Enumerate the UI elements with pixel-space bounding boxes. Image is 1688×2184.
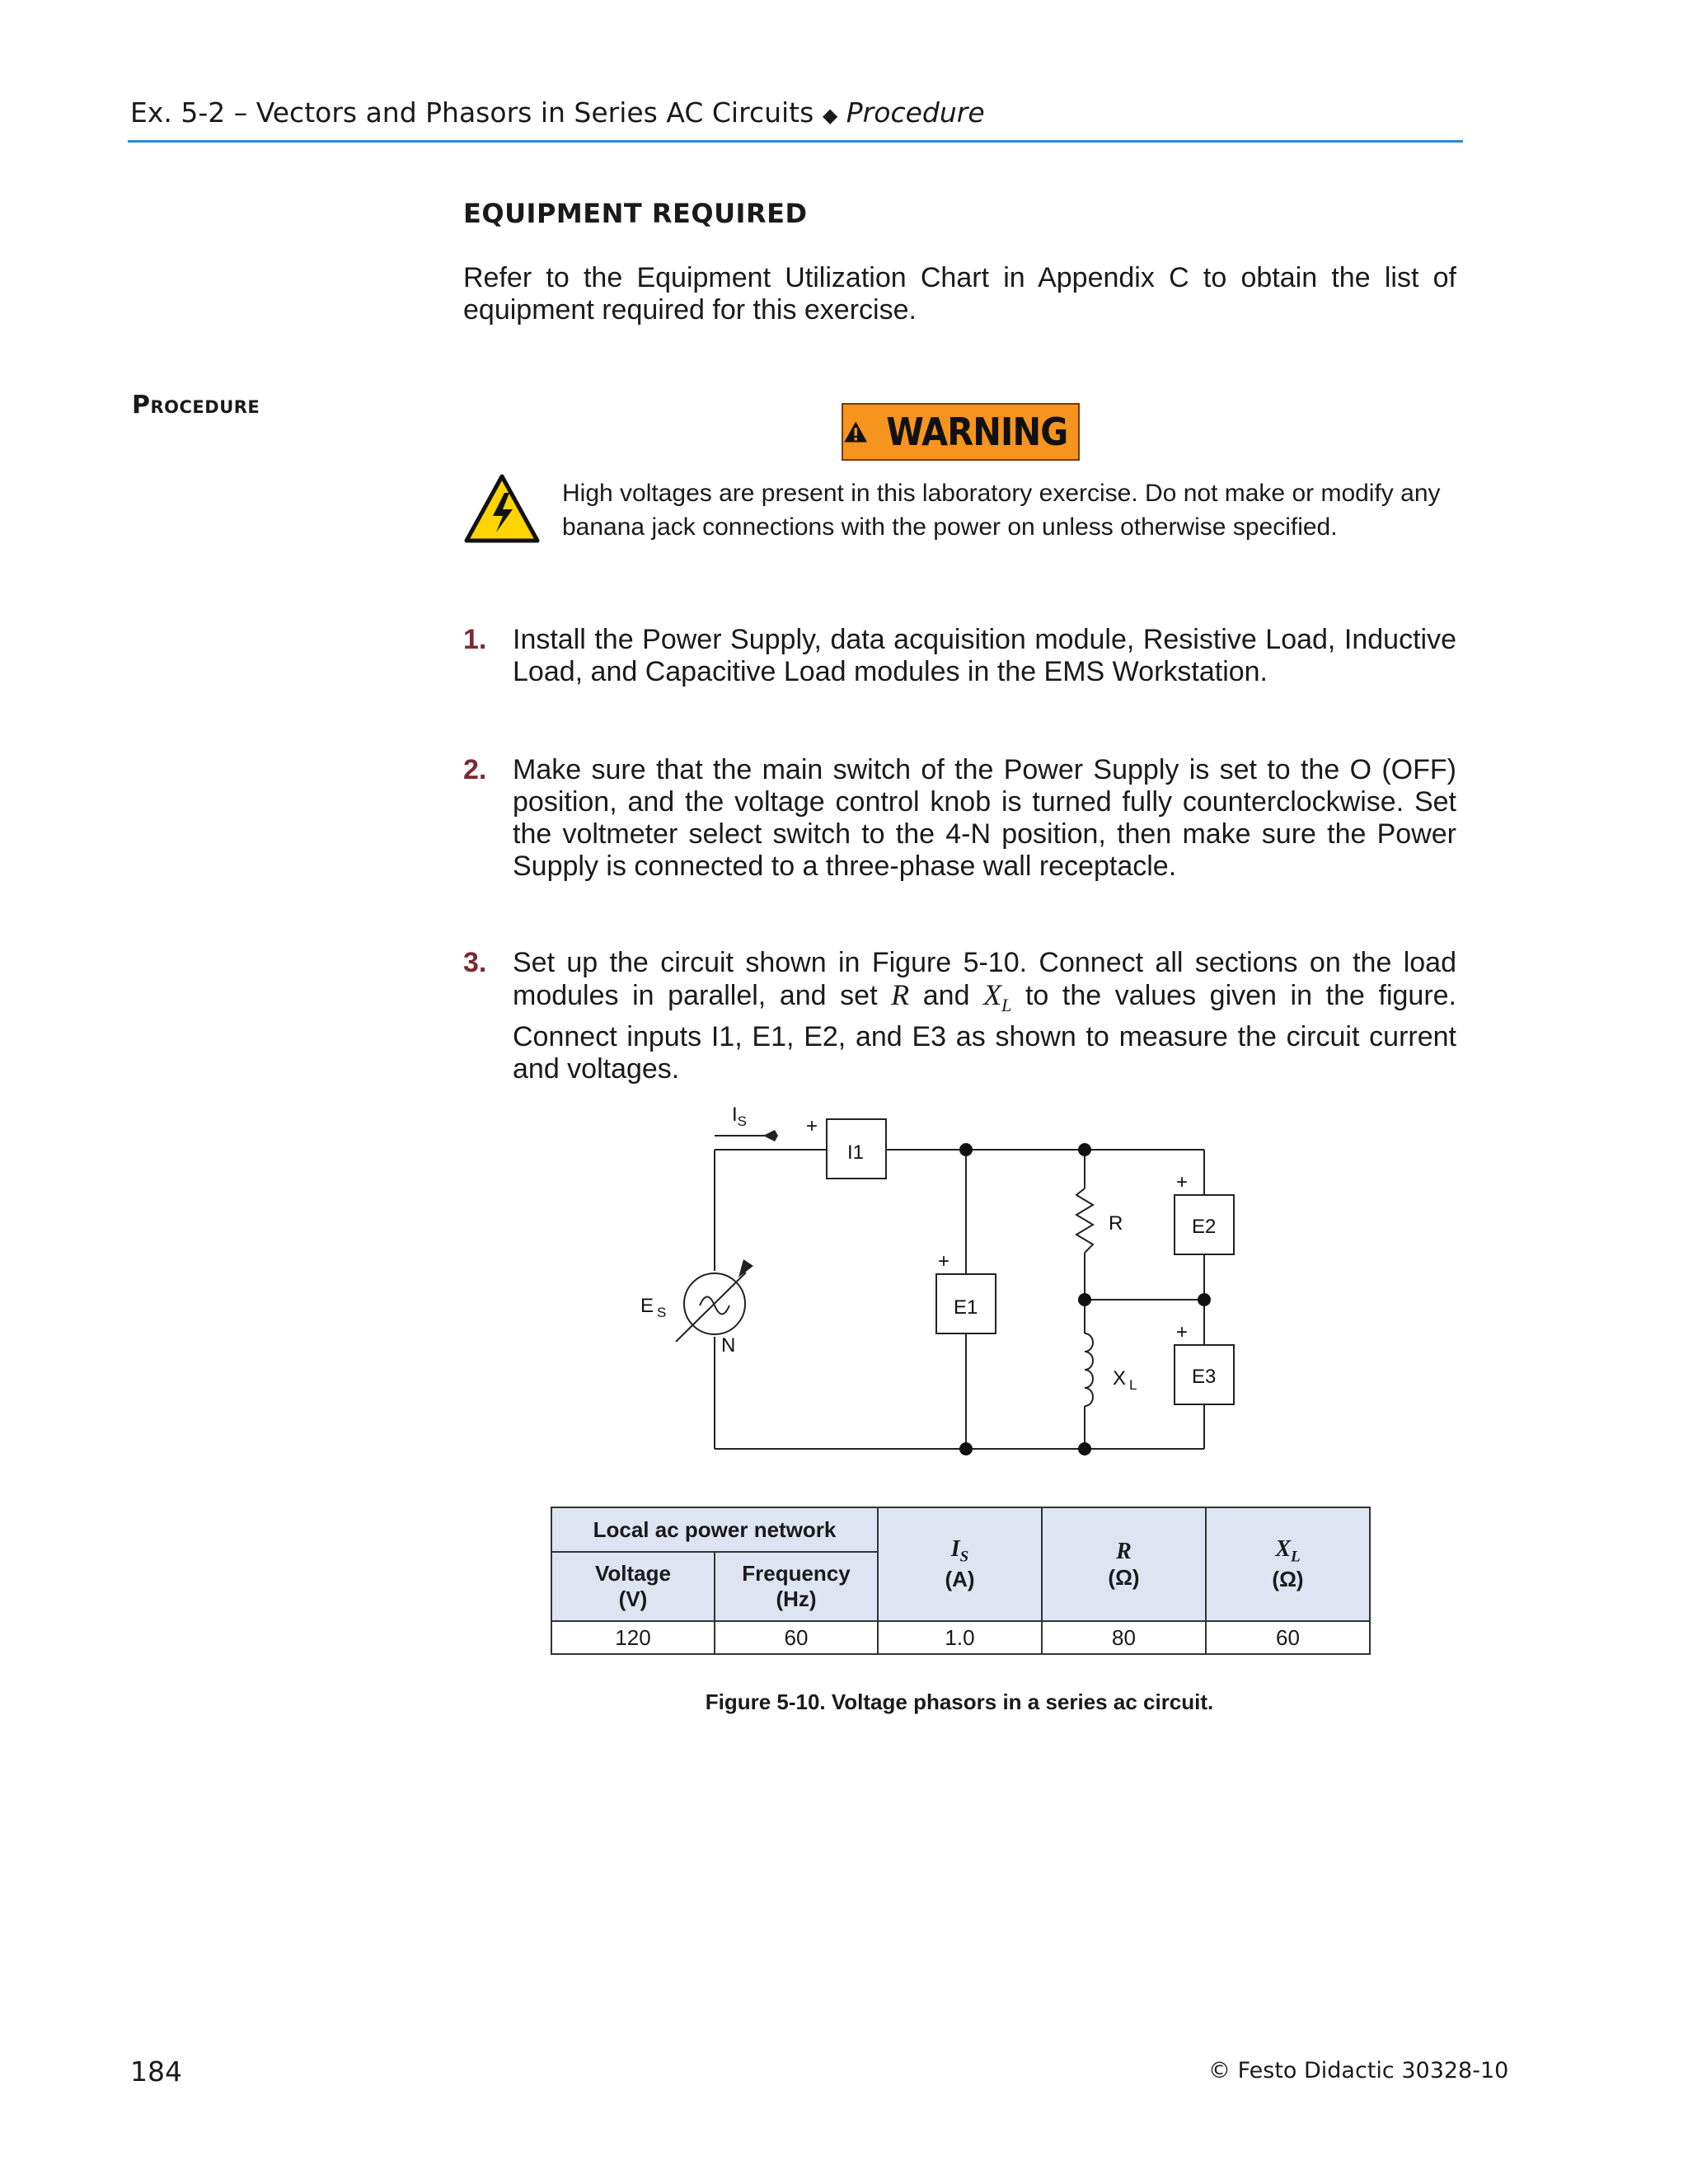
col-frequency: Frequency (Hz) — [715, 1552, 878, 1621]
i1-plus: + — [806, 1115, 818, 1137]
xl-label: X $_L$ — [1113, 1367, 1137, 1393]
step-2-text: Make sure that the main switch of the Power Supply is set to the O (OFF) position, and the voltage control knob is turned fully counterclockwise. Set the voltmeter select switch to the 4-N position, then make sure the Power Supply is connected to a three-phase wall receptacle. — [513, 754, 1456, 882]
header-section: Procedure — [846, 96, 985, 129]
es-label: E $_S$ — [640, 1295, 667, 1320]
warning-text: High voltages are present in this laboratory exercise. Do not make or modify any banana jack connections with the power on unless otherwise specified. — [562, 480, 1441, 541]
col-xl: $X_L$ (Ω) — [1206, 1507, 1370, 1621]
step-3-text-a: Set up the circuit shown in Figure 5-10. Connect all sections on the load modules in parallel, and set — [513, 947, 1456, 1011]
parameters-table — [551, 1507, 1371, 1655]
step-3-text-b: to the values given in the figure. Connect inputs I1, E1, E2, and E3 as shown to measure the circuit current and voltages. — [513, 980, 1456, 1085]
header-separator: ◆ — [822, 104, 838, 127]
header-title: Ex. 5-2 – Vectors and Phasors in Series AC Circuits — [130, 96, 814, 129]
page-number: 184 — [130, 2055, 182, 2088]
step-2-number: 2. — [463, 754, 487, 785]
procedure-heading: Procedure — [132, 391, 260, 419]
cell-r: 80 — [1042, 1621, 1206, 1654]
e1-plus: + — [938, 1250, 950, 1272]
e3-label: E3 — [1192, 1366, 1217, 1388]
col-r: R (Ω) — [1042, 1507, 1206, 1621]
e3-plus: + — [1176, 1321, 1189, 1343]
group-header: Local ac power network — [551, 1507, 878, 1552]
r-label: R — [1109, 1212, 1123, 1235]
step-1-number: 1. — [463, 624, 487, 655]
step-3-number: 3. — [463, 947, 487, 978]
warning-label: WARNING — [886, 410, 1068, 454]
cell-is: 1.0 — [878, 1621, 1042, 1654]
is-label: $I_S$ — [732, 1104, 748, 1129]
step-3-xl: $X_L$ — [983, 978, 1012, 1016]
i1-label: I1 — [847, 1141, 865, 1164]
equipment-heading: EQUIPMENT REQUIRED — [463, 198, 808, 229]
step-3-r: R — [891, 978, 910, 1011]
cell-voltage: 120 — [551, 1621, 715, 1654]
e2-plus: + — [1176, 1171, 1189, 1193]
step-3-and: and — [922, 980, 970, 1011]
copyright: © Festo Didactic 30328-10 — [1208, 2058, 1509, 2083]
n-label: N — [721, 1334, 736, 1357]
equipment-text: Refer to the Equipment Utilization Chart in Appendix C to obtain the list of equipment required for this exercise. — [463, 262, 1456, 326]
e1-label: E1 — [954, 1296, 978, 1319]
cell-xl: 60 — [1206, 1621, 1370, 1654]
cell-frequency: 60 — [715, 1621, 878, 1654]
e2-label: E2 — [1192, 1216, 1217, 1238]
col-is: $I_S$ (A) — [878, 1507, 1042, 1621]
figure-caption: Figure 5-10. Voltage phasors in a series ac circuit. — [705, 1690, 1214, 1714]
step-1-text: Install the Power Supply, data acquisition module, Resistive Load, Inductive Load, and Capacitive Load modules in the EMS Workstation. — [513, 624, 1456, 687]
col-voltage: Voltage (V) — [551, 1552, 715, 1621]
